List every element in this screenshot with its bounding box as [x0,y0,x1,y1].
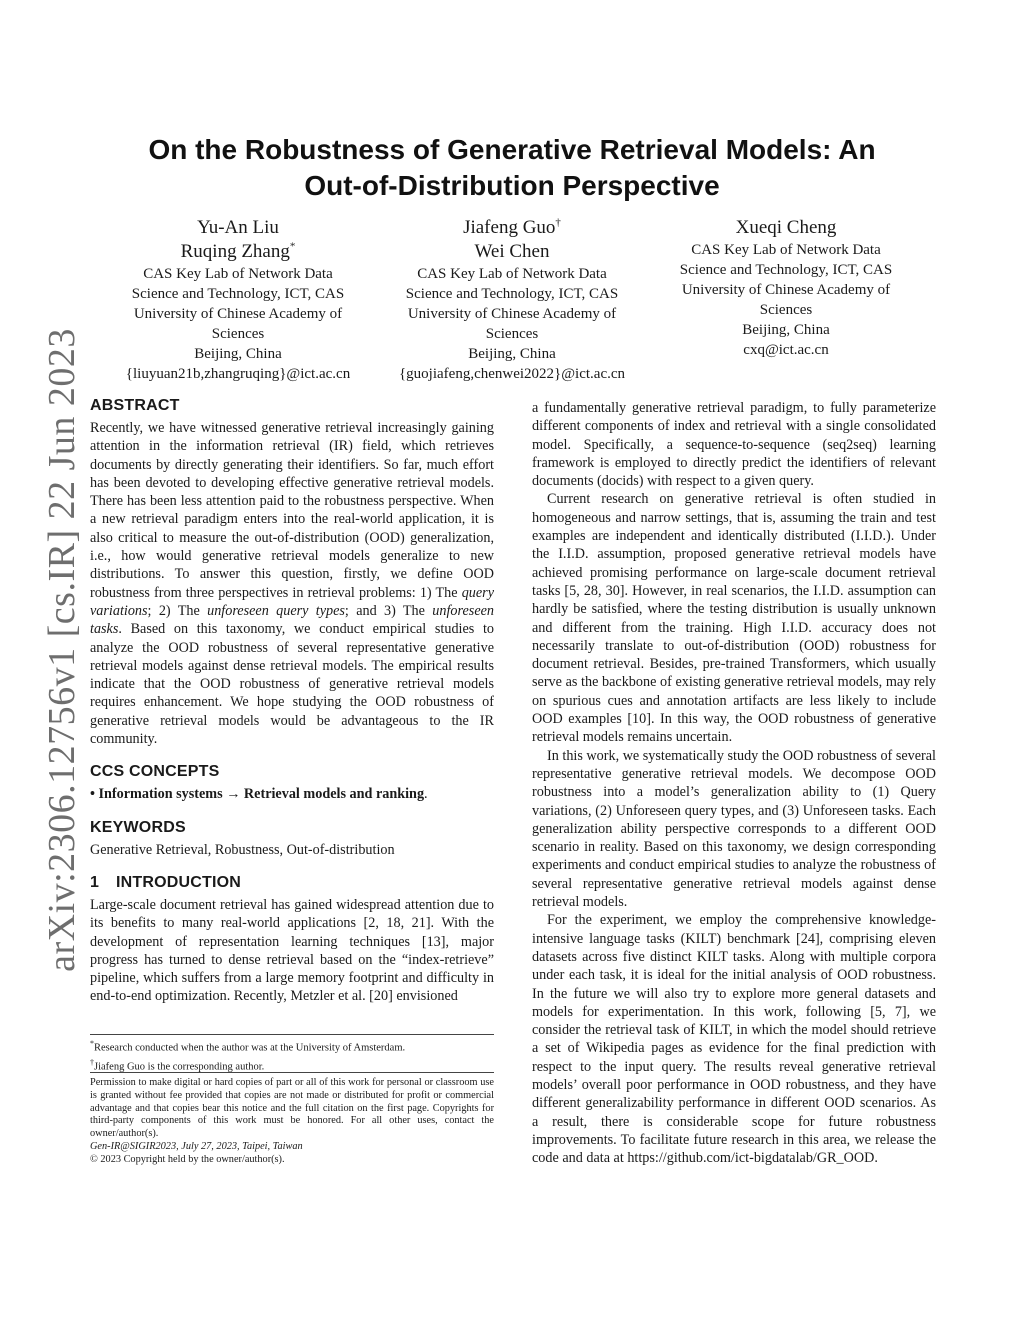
author-name: Ruqing Zhang* [180,240,296,262]
venue-line: Gen-IR@SIGIR2023, July 27, 2023, Taipei, Taiwan [90,1140,303,1152]
footnote: †Jiafeng Guo is the corresponding author. [90,1057,265,1072]
intro-paragraph: In this work, we systematically study the OOD robustness of several representative generative retrieval models. We decompose OOD robustness into a model’s generalization ability to (1) Query variations, (2) Unforeseen query types, and (3) Unforeseen tasks. Each generalization ability perspective corresponds to a different OOD scenario in reality. Based on this taxonomy, we design corresponding experiments and conduct empirical studies to analyze the robustness of several representative generative retrieval models against dense retrieval models. [532,747,936,911]
affiliation-line: Sciences [759,302,813,318]
right-column [532,399,936,1167]
affiliation-line: University of Chinese Academy of [681,282,891,298]
affiliation-line: CAS Key Lab of Network Data [691,242,881,258]
keywords-text: Generative Retrieval, Robustness, Out-of-distribution [90,841,395,858]
footnote: *Research conducted when the author was at the University of Amsterdam. [90,1039,406,1054]
keywords-heading: KEYWORDS [90,818,186,836]
intro-paragraph: a fundamentally generative retrieval paradigm, to fully parameterize different components of index and retrieval with a single consolidated model. Specifically, a sequence-to-sequence (seq2seq) learning framework is employed to directly predict the identifiers of relevant documents (docids) with respect to a given query. [532,400,936,490]
author-block-2 [366,216,658,384]
author-email: {guojiafeng,chenwei2022}@ict.ac.cn [398,366,626,382]
title-line-2: Out-of-Distribution Perspective [304,170,720,201]
paper-title [92,132,932,204]
affiliation-line: Beijing, China [468,346,556,362]
author-email: {liuyuan21b,zhangruqing}@ict.ac.cn [125,366,351,382]
arxiv-id: arXiv:2306.12756v1 [cs.IR] 22 Jun 2023 [41,328,83,972]
ccs-heading: CCS CONCEPTS [90,763,220,781]
affiliation-line: CAS Key Lab of Network Data [143,266,333,282]
author-name: Xueqi Cheng [735,217,837,238]
intro-paragraph: For the experiment, we employ the comprehensive knowledge-intensive language tasks (KILT) benchmark [24], comprising eleven datasets across five distinct KILT tasks. Along with multiple corpora under each task, it is ideal for the initial analysis of OOD robustness. In the future we will also try to explore more general datasets and models for experimentation. In this work, following [5, 7], we consider the retrieval task of KILT, in which the model should retrieve a set of Wikipedia pages as evidence for the final prediction with respect to the input query. The results reveal generative retrieval models’ overall poor performance in OOD robustness, and they have different generalizability performance in different OOD scenarios. As a result, there is considerable scope for future robustness improvements. To facilitate future research in this area, we release the code and data at https://github.com/ict-bigdatalab/GR_OOD. [532,912,936,1167]
author-name: Jiafeng Guo† [463,216,561,238]
abstract-text: Recently, we have witnessed generative retrieval increasingly gaining attention in the information retrieval (IR) field, which retrieves documents by directly generating their identifiers. So far, much effort has been devoted to developing effective generative retrieval models. There has been less attention paid to the robustness perspective. When a new retrieval paradigm enters into the real-world application, it is also critical to measure the out-of-distribution (OOD) generalization, i.e., how would generative retrieval models generalize to new distributions. To answer this question, firstly, we define OOD robustness from three perspectives in retrieval problems: 1) The query variations; 2) The unforeseen query types; and 3) The unforeseen tasks. Based on this taxonomy, we conduct empirical studies to analyze the OOD robustness of several representative generative retrieval models against dense retrieval models. The empirical results indicate that the OOD robustness of generative retrieval models requires enhancement. We hope studying the OOD robustness of generative retrieval models would be advantageous to the IR community. [90,420,495,748]
intro-paragraph: Large-scale document retrieval has gained widespread attention due to its benefits to many real-world applications [2, 18, 21]. With the development of representation learning techniques [13], major progress has turned to dense retrieval based on the “index-retrieve” pipeline, which suffers from a large memory footprint and difficulty in end-to-end optimization. Recently, Metzler et al. [20] envisioned [90,896,494,1005]
author-block-1 [92,216,384,384]
affiliation-line: Science and Technology, ICT, CAS [405,286,619,302]
affiliation-line: University of Chinese Academy of [133,306,343,322]
title-line-1: On the Robustness of Generative Retrieval Models: An [148,134,876,165]
footnotes [90,1034,494,1074]
footnote-rule [90,1034,494,1035]
footnote-mark: * [289,240,296,253]
affiliation-line: Science and Technology, ICT, CAS [131,286,345,302]
affiliation-line: Sciences [485,326,539,342]
affiliation-line: Beijing, China [194,346,282,362]
left-column [90,396,494,1006]
affiliation-line: CAS Key Lab of Network Data [417,266,607,282]
footnote-mark: † [555,216,561,229]
affiliation-line: Sciences [211,326,265,342]
author-email: cxq@ict.ac.cn [743,342,829,358]
affiliation-line: Science and Technology, ICT, CAS [679,262,893,278]
permission-text: Permission to make digital or hard copies of part or all of this work for personal or classroom use is granted without fee provided that copies are not made or distributed for profit or commercial advantage and that copies bear this notice and the full citation on the first page. Copyrights for third-party components of this work must be honored. For all other uses, contact the owner/author(s). [90,1077,494,1140]
intro-heading: 1 INTRODUCTION [90,873,242,891]
author-name: Yu-An Liu [197,217,279,238]
author-name: Wei Chen [474,241,550,262]
abstract-heading: ABSTRACT [90,397,180,414]
ccs-text: • Information systems → Retrieval models and ranking. [90,786,428,803]
intro-paragraph: Current research on generative retrieval is often studied in homogeneous and narrow settings, that is, assuming the train and test examples are independent and identically distributed (I.I.D.). Under the I.I.D. assumption, proposed generative retrieval models have achieved promising performance on large-scale document retrieval tasks [5, 28, 30]. However, in real scenarios, the I.I.D. assumption can hardly be satisfied, where the testing distribution is usually unknown and different from the training. High I.I.D. accuracy does not necessarily translate to out-of-distribution (OOD) robustness for document retrieval. Besides, pre-trained Transformers, which usually serve as the backbone of existing generative retrieval models, may rely on spurious cues and annotation artifacts are less likely to include OOD examples [10]. In this way, the OOD robustness of generative retrieval models remains uncertain. [532,491,936,746]
author-block-3 [640,216,932,360]
affiliation-line: University of Chinese Academy of [407,306,617,322]
permission-rule [90,1072,494,1073]
permission-block [90,1072,494,1167]
copyright-line: © 2023 Copyright held by the owner/author(s). [90,1153,285,1165]
affiliation-line: Beijing, China [742,322,830,338]
